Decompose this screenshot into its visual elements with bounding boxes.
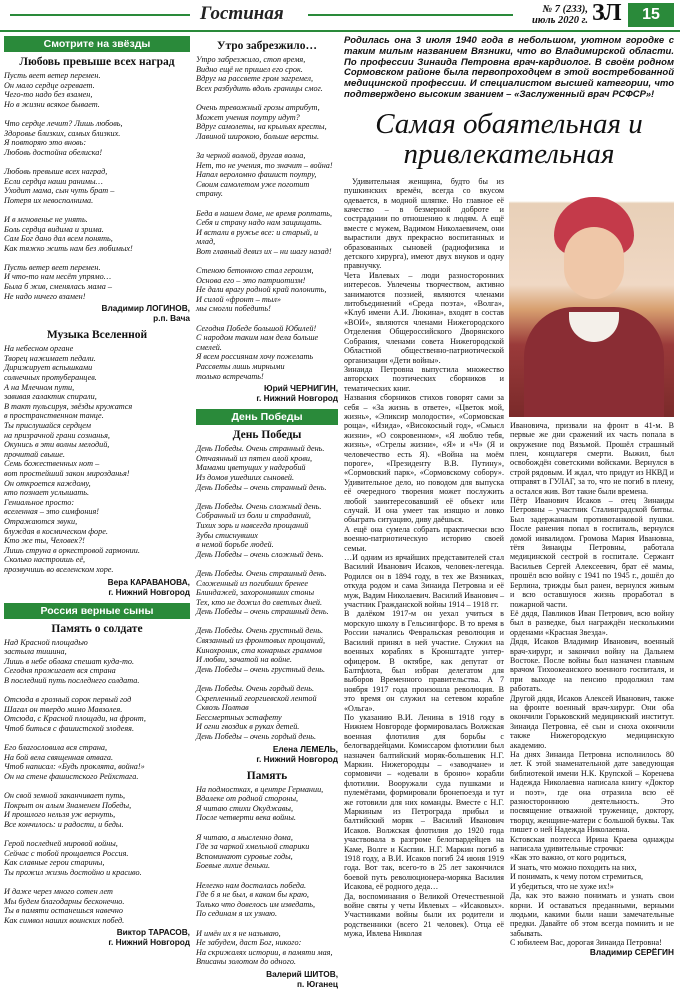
- poem-text: Над Красной площадью застыла тишина, Лишь в небе облака спешат куда-то. Сегодня прожигает вся страна В последний путь последнего солдата. Отсюда в грозный сорок первый год Шагал он твердо мимо Мавзолея. Отсюда, с Красной площади, на фронт, Чтоб биться с фашистской злодеяя. Его благословила вся страна, На бой вела священная отвага. Чтоб написал: «Будь проклята, война!» Он на стене фашистского Рейхстага. Он свой земной заканчивает путь, Покрыт он алым Знаменем Победы, И прошлого нельзя уж вернуть, Все кончилось: и радости, и беды. Герой последней мировой войны, Сейчас с тобой прощается Россия. Как славные герои старины, Ты прожил жизнь достойно и красиво. И даже через много сотен лет Мы будем благодарны бесконечно. Ты в памяти останешься навечно Как символ наших воинских побед.: [4, 637, 146, 925]
- article-lead: Родилась она 3 июля 1940 года в небольшом, уютном городке с таким милым названием Вязники, что во Владимирской области. По профессии Зинаида Петровна врач-кардиолог. В своём родном Сормовском районе была первопроходцем в этой востребованной медицинской профессии. И специалистом высшей категории, что подтверждено высоким званием – «Заслуженный врач РСФСР»!: [344, 35, 674, 100]
- poem-author: Вера КАРАВАНОВА, г. Нижний Новгород: [107, 576, 190, 597]
- poem-author: Валерий ШИТОВ, п. Юганец: [266, 968, 338, 989]
- page-number: 15: [628, 3, 674, 27]
- section-title: Гостиная: [200, 3, 284, 24]
- poem-title: Любовь превыше всех наград: [19, 56, 175, 68]
- article: [344, 35, 674, 957]
- column-left: [4, 36, 190, 948]
- poem-title: Память о солдате: [51, 622, 143, 635]
- poem-author: Виктор ТАРАСОВ, г. Нижний Новгород: [108, 927, 190, 948]
- poem-title: Память: [246, 769, 288, 782]
- poem-text: Пусть веет ветер перемен. Он мало сердце огревает. Чего-то надо без взамен, Но в жизни всякое бывает. Что сердце лечит? Лишь любовь, Здоровье близких, самых близких. Я повторяю это вновь: Любовь достойна обелиска! Любовь превыше всех наград, Если сердца наши ранимы… Уходит мама, сын чуть брат – Потеря их невосполнима. И в мгновенье не унять. Боль сердца видима и зрима. Сам Бог дано дал всем понять, Как тяжко жить нам без любимых! Пусть ветер веет перемен. И что-то нам несёт упрямо… Была б жив, сменялась мама – Не надо ничего взамен!: [4, 71, 133, 301]
- article-signature: Владимир СЕРЁГИН: [589, 946, 674, 957]
- poem-title: День Победы: [232, 429, 302, 442]
- poem-title: Утро забрезжило…: [217, 40, 317, 52]
- article-body-left: Удивительная женщина, будто бы из пушкинских времён, всегда со вкусом одевается, в модной шляпке. Но главное её качество – в безмерной доброте и сострадании по отношению к людям. А ещё вместе с мужем, Вадимом Николаевичем, они вырастили двух прекрасно воспитанных и образованных сыновей (радиофизика и детского хирурга), имеют двух внуков и одну правнучку. Чета Ивлевых – люди разносторонних интересов. Увлечены творчеством, активно занимаются поэзией, являются членами литобъединений «Среда поэта», «Волга», «Клуб имени А.И. Люкина», входят в состав «ВОИ», являются членами Нижегородского Отделения Общероссийского Дворянского Собрания, членами совета Нижегородской Областной общественно-патриотической организации «Дети войны». Зинаида Петровна выпустила множество авторских поэтических сборников и тематических книг. Названия сборников стихов говорят сами за себя – «За жизнь в ответе», «Цветок мой, жизнь», «Эликсир молодости», «Сормовская роща», «Изида», «Високосный год», «Смысл жизни», «О сокровенном», «Я люблю тебя, жизнь», «Стрелы жизни», «Я» и «Ч» (Я и человечество есть Я). «Война на моём пороге», «Президенту В.В. Путину», «Сормовский парк», «Сормовскому собору». Удивительное дело, но поводом для выпуска её очередного творения может послужить любой заинтересовавший её объект или случай. И она умеет так изящно и ловко обыграть ситуацию, диву даёшься. А ещё она сумела собрать практически всю военно-патриотическую историю своей семьи. …И одним из ярчайших представителей стал Василий Иванович Исаков, человек-легенда. Родился он в 1894 году, в тех же Вязниках, откуда родом и сама Зинаида Петровна и её муж, Вадим Николаевич. Василий Иванович – участник Гражданской войны 1914 – 1918 гг. В далёком 1917-м он уехал учиться в морскую школу в Гельсингфорс. В то время в России начались Февральская революция и Василий принял в ней участие. Служил на военных кораблях в Кронштадте унтер-офицером. В октябре, как депутат от Балтфлота, был избран делегатом для выборов Временного правительства. А 7 ноября 1917 года произошла революция. В это время он служил на сетевом корабле «Ольга». По указанию В.И. Ленина в 1918 году в Нижнем Новгороде формировалась Волжская военная флотилия для борьбы с белогвардейцами. Комиссаром флотилии был назначен балтийский моряк-большевик Н.Г. Маркин. Нижегородцы – «заводчане» и сормовичи – «одевали в броню» корабли флотилии. Вооружали суда пушками и пулемётами, формировали бронепоезда и тут же готовили для них команды. Вместе с Н.Г. Маркиным из Петрограда прибыл и балтийский моряк – Василий Иванович Исаков. Волжская флотилия до 1920 года участвовала в разгроме белогвардейцев на Каме, Волге и Каспии. Н.Г. Маркин погиб в 1918 году, а В.И. Исаков погиб 24 июня 1919 года. Вот так, всего-то в 25 лет закончился боевой путь революционера-моряка Василия Исакова, её родного деда… Да, воспоминания о Великой Отечественной войне святы у четы Ивлевых – «Исаковых». Участниками войны были их родители и родственники (всего 21 человек). Отца её мужа, Ивлева Николая: [344, 176, 504, 939]
- poem-text: На подмостках, в центре Германии, Вдалеке от родной стороны, Я читаю стихи Окуджавы, После четверти века войны. Я читаю, а мысленно дома, Где за чаркой хмельной старики Вспоминают суровые годы, Боевые лихие деньки. Нелегко нам досталась победа. Где б я не был, в каком бы краю, Только что довелось им изведать, По сединам я их узнаю. И имён их я не называю, Не забудем, даст Бог, никого: На скрижалях истории, в памяти мая, Вписаны золотом до одного.: [196, 784, 333, 967]
- rubric-stars: Смотрите на звёзды: [4, 36, 190, 52]
- poem-text: На небесном органе Творец нажимает педали. Дирижирует вспышками солнечных протуберанцев. А на Млечном пути, завивая галактик спирали, В такт пульсируя, звёзды кружатся в пространственном танце. Ты прислушайся сердцем на призрачной грани сознанья, Окунись в эти волны мелодий, прочитай свыше. Семь божественных нот – вот простейший закон мирозданья! Он откроется каждому, кто познает услышать. Гениальное просто: вселенная – это симфония! Отражаются звуки, блуждая в космическом форе. Кто же ты, Человек?! Лишь струна в оркестровой гармонии. Сколько настроишь её, прозвучишь во вселенском хоре.: [4, 344, 140, 574]
- rubric-russia: Россия верные сыны: [4, 603, 190, 619]
- issue-date: июль 2020 г.: [531, 15, 588, 26]
- article-body: [344, 177, 674, 957]
- portrait-photo: [509, 177, 674, 417]
- page-header: [0, 0, 680, 32]
- poem-author: Елена ЛЕМЕЛЬ, г. Нижний Новгород: [256, 743, 338, 764]
- issue-number: № 7 (233),: [542, 4, 588, 15]
- article-body-right: Ивановича, призвали на фронт в 41-м. В первые же дни сражений их часть попала в окружение под Вязьмой. Прошёл страшный плен, концлагеря смерти. Выжил, был освобождён советскими войсками. Вернулся в строй рядовым. И ждал, что придут из НКВД и отправят в ГУЛАГ, за то, что не погиб в плену, а остался жив. Вот такие были времена. Пётр Иванович Исаков – отец Зинаиды Петровны – участник Сталинградской битвы. Был задержанным противотанковой пушки. После ранения попал в госпиталь, вернулся домой инвалидом. Громова Мария Ивановна, тётя Зинаиды Петровны, работала медицинской сестрой в госпитале. Сержант Васильев Сергей Алексеевич, брат её мамы, прошёл всю войну с 1941 по 1945 г., дошёл до Берлина, трижды был ранен, вернулся живым и всю оставшуюся жизнь проработал в пожарной части. Её дядя, Павликов Иван Петрович, всю войну был в разведке, был награждён несколькими орденами «Красная Звезда». Дядя, Исаков Владимир Иванович, военный врач-хирург, и закончил войну на Дальнем Востоке. После войны был назначен главным врачом Тихоокеанского военного госпиталя, и при выходе на пенсию продолжил там работать. Другой дядя, Исаков Алексей Иванович, также на фронте военный врач-хирург. Они оба окончили Горьковский медицинский институт. Зинаида Петровна, её сын и сноха окончили также Нижегородскую медицинскую академию. На днях Зинаида Петровна исполнилось 80 лет. К этой знаменательной дате заведующая библиотекой имени Н.К. Крупской – Коренева Надежда Николаевна написала книгу «Доктор и поэт», где она отразила всю её разностороннюю деятельность. Это посвящение отважной труженице, доктору, творцу, женщине-матери с большой буквы. Так пишет о ней Надежда Николаевна. Кстовская поэтесса Ирина Краева однажды написала удивительные строчки: «Как это важно, от кого родиться, И знать, что можно походить на них, И понимать, к чему потом стремиться, И убедиться, что не хуже их!» Да, как это важно понимать и узнать свои корни. И оставаться преданными, верными людьми, какими были наши замечательные предки. Давайте об этом всегда помнить и не забывать. С юбилеем Вас, дорогая Зинаида Петровна!: [510, 420, 674, 948]
- header-rule: [10, 14, 190, 16]
- rubric-victory-day: День Победы: [196, 409, 338, 425]
- newspaper-logo: ЗЛ: [592, 0, 622, 26]
- article-headline: Самая обаятельная и привлекательная: [375, 107, 643, 170]
- poem-text: День Победы. Очень странный день. Отчаянный из пятен алой крови, Мамами цветущих у надгробий Из домов ушедших сыновей. День Победы – очень странный день. День Победы. Очень сложный день. Собранный из боли и страданий, Тихих зорь и навсегда прощаний Зубы стиснувших в немой борьбе людей. День Победы – очень сложный день. День Победы. Очень страшный день. Сложенный из погибших бренее Блиндажей, захоронивших стоны Тех, кто не дожил до светлых дней. День Победы – очень страшный день. День Победы. Очень грустный день. Связанный из фронтовых прощаний, Кинохроник, ста конарных граммов И любви, зачатой на войне. День Победы – очень грустный день. День Победы. Очень гордый день. Скрепленный георгиевской лентой Сквозь Полтав Бессмертных эстафету И огни гвоздик в руках детей. День Победы – очень гордый день.: [196, 444, 329, 741]
- issue-info: [520, 4, 588, 26]
- poem-author: Владимир ЛОГИНОВ, р.п. Вача: [101, 303, 190, 324]
- column-middle: [196, 36, 338, 989]
- poem-author: Юрий ЧЕРНИГИН, г. Нижний Новгород: [256, 383, 338, 404]
- poem-title: Музыка Вселенной: [46, 329, 148, 342]
- header-rule-right: [308, 14, 513, 16]
- photo-face: [564, 227, 624, 299]
- poem-text: Утро забрезжило, стоп время, Видно ещё не пришел его срок. Вдруг на рассвете гром загремел, Всех разбудить вдоль границы смог. Очень тревожный грозы атрибут, Может учения поутру идут? Вдруг самолеты, на крыльях кресты, Лавиной широкою, больше версты. За черной волной, другая волна, Нет, то не учения, то значит – война! Напал вероломно фашист поутру, Своим самолетом уже поготит страну. Беда в нашем доме, не время роптать, Себя и страну надо нам защищать. И встали в ружье все: и старый, и млад, Вот главный девиз их – ни шагу назад! Стеною бетонною стал героизм, Основа его – это патриотизм! Не дали врагу родной край полонить, И силой «фронт – тыл» мы смогли победить! Сегодня Победе большой Юбилей! С народом таким нам дела больше смелей. Я всем россиянам хочу пожелать Рассветы лишь мирными только встречать!: [196, 55, 333, 381]
